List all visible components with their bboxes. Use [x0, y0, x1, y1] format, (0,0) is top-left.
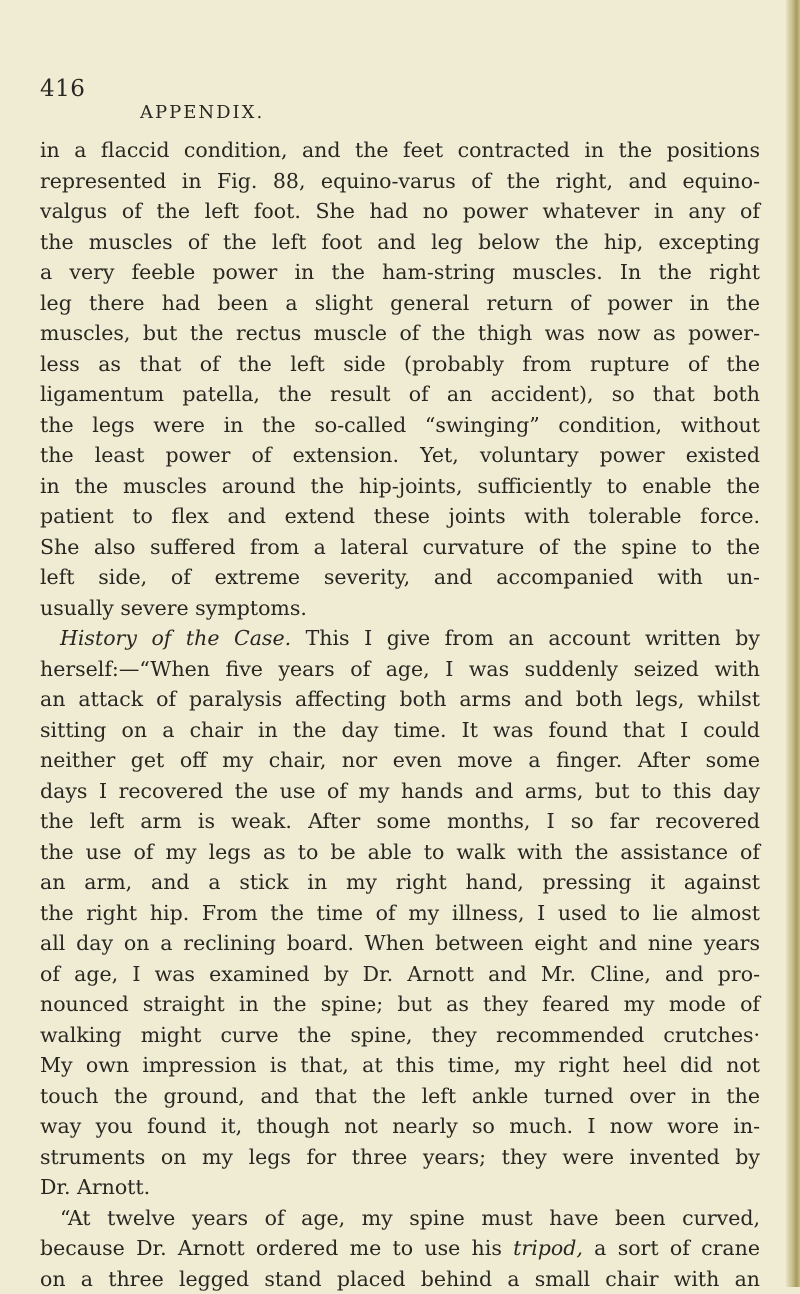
- text-line: She also suffered from a lateral curvature of the spine to the: [40, 532, 760, 563]
- text-line: on a three legged stand placed behind a small chair with an: [40, 1264, 760, 1294]
- page-header: [40, 76, 760, 126]
- text-line: ligamentum patella, the result of an accident), so that both: [40, 379, 760, 410]
- text-line: nounced straight in the spine; but as they feared my mode of: [40, 989, 760, 1020]
- text-line: in a flaccid condition, and the feet contracted in the positions: [40, 135, 760, 166]
- text-line: a very feeble power in the ham-string muscles. In the right: [40, 257, 760, 288]
- section-heading-line: [40, 623, 760, 654]
- text-line: way you found it, though not nearly so much. I now wore in-: [40, 1111, 760, 1142]
- running-head: APPENDIX.: [140, 102, 264, 123]
- text-line: “At twelve years of age, my spine must have been curved,: [40, 1203, 760, 1234]
- text-line: of age, I was examined by Dr. Arnott and Mr. Cline, and pro-: [40, 959, 760, 990]
- text-line: leg there had been a slight general return of power in the: [40, 288, 760, 319]
- text-line: My own impression is that, at this time, my right heel did not: [40, 1050, 760, 1081]
- text-line: the left arm is weak. After some months, I so far recovered: [40, 806, 760, 837]
- text-line: Dr. Arnott.: [40, 1172, 760, 1203]
- page-number: 416: [40, 76, 85, 102]
- text-line: the least power of extension. Yet, voluntary power existed: [40, 440, 760, 471]
- text-line: touch the ground, and that the left ankle turned over in the: [40, 1081, 760, 1112]
- text-line: muscles, but the rectus muscle of the thigh was now as power-: [40, 318, 760, 349]
- text-span: This I give from an account written by: [291, 626, 760, 650]
- text-line: usually severe symptoms.: [40, 593, 760, 624]
- text-line: walking might curve the spine, they recommended crutches·: [40, 1020, 760, 1051]
- text-line: an attack of paralysis affecting both arms and both legs, whilst: [40, 684, 760, 715]
- text-line: days I recovered the use of my hands and arms, but to this day: [40, 776, 760, 807]
- text-line: herself:—“When five years of age, I was suddenly seized with: [40, 654, 760, 685]
- page-edge-shadow: [786, 0, 800, 1287]
- italic-term: tripod,: [513, 1236, 583, 1260]
- text-line: represented in Fig. 88, equino-varus of the right, and equino-: [40, 166, 760, 197]
- text-line: the right hip. From the time of my illness, I used to lie almost: [40, 898, 760, 929]
- text-line: less as that of the left side (probably from rupture of the: [40, 349, 760, 380]
- text-span: a sort of crane: [583, 1236, 760, 1260]
- text-line: an arm, and a stick in my right hand, pressing it against: [40, 867, 760, 898]
- text-line: valgus of the left foot. She had no power whatever in any of: [40, 196, 760, 227]
- text-line: the legs were in the so-called “swinging” condition, without: [40, 410, 760, 441]
- text-line: sitting on a chair in the day time. It was found that I could: [40, 715, 760, 746]
- text-line: all day on a reclining board. When between eight and nine years: [40, 928, 760, 959]
- body-text: [40, 135, 760, 1294]
- text-line-with-italic: [40, 1233, 760, 1264]
- text-line: the muscles of the left foot and leg below the hip, excepting: [40, 227, 760, 258]
- text-span: because Dr. Arnott ordered me to use his: [40, 1236, 513, 1260]
- text-line: patient to flex and extend these joints with tolerable force.: [40, 501, 760, 532]
- section-heading: History of the Case.: [60, 626, 291, 650]
- text-line: in the muscles around the hip-joints, sufficiently to enable the: [40, 471, 760, 502]
- text-line: neither get off my chair, nor even move a finger. After some: [40, 745, 760, 776]
- text-line: the use of my legs as to be able to walk with the assistance of: [40, 837, 760, 868]
- text-line: struments on my legs for three years; they were invented by: [40, 1142, 760, 1173]
- text-line: left side, of extreme severity, and accompanied with un-: [40, 562, 760, 593]
